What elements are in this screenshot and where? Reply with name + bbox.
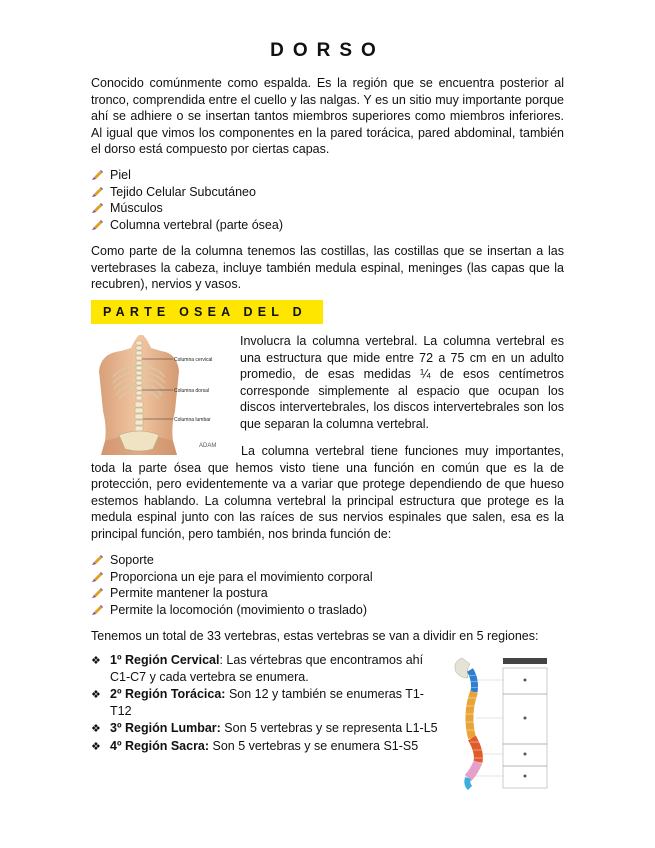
section-heading: PARTE OSEA DEL D <box>103 305 307 319</box>
layer-label: Columna vertebral (parte ósea) <box>110 217 283 232</box>
region-text: Las vértebras que encontramos ahí C1-C7 y cada vertebra se enumera. <box>110 653 424 684</box>
pencil-bullet-icon <box>92 220 103 230</box>
list-item <box>91 686 441 719</box>
diamond-bullet-icon: ❖ <box>91 723 101 735</box>
osea-paragraph-1: Involucra la columna vertebral. La columna vertebral es una estructura que mide entre 72 a 75 cm en un adulto promedio, de esas medidas ¼ de esos centímetros corresponde simplemente al espacio que ocupan los discos intervertebrales, los discos intervertebrales son los que separan la columna vertebral. <box>240 334 564 431</box>
region-text: Son 5 vertebras y se enumera S1-S5 <box>209 738 419 753</box>
region-text: Son 5 vertebras y se representa L1-L5 <box>220 721 438 735</box>
list-item <box>91 720 441 737</box>
list-item <box>91 652 441 685</box>
function-label: Soporte <box>110 553 154 567</box>
osea-paragraph-2: La columna vertebral tiene funciones muy importantes, toda la parte ósea que hemos visto tiene una función en común que es la de protección, pero evidentemente va a variar que protege dependiendo de que hueso estemos hablando. La columna vertebral la principal estructura que protege es la medula espinal junto con las raíces de sus nervios espinales que salen, esa es la principal función, pero también, nos brinda función de: <box>91 444 564 541</box>
lumbar-label: Columna lumbar <box>174 417 211 423</box>
region-name: 1º Región Cervical <box>110 653 220 667</box>
list-item <box>91 167 564 184</box>
list-item <box>91 552 564 569</box>
list-item <box>91 217 564 234</box>
sacral-segment <box>468 762 478 778</box>
pencil-bullet-icon <box>92 572 103 582</box>
regions-list <box>91 652 441 755</box>
layer-label: Tejido Celular Subcutáneo <box>110 184 256 199</box>
region-boxes <box>503 668 547 788</box>
region-name: 4º Región Sacra: <box>110 738 210 753</box>
region-name: 3º Región Lumbar: <box>110 721 221 735</box>
region-sep: : <box>219 653 223 667</box>
diamond-bullet-icon: ❖ <box>91 655 101 667</box>
functions-list <box>91 552 564 618</box>
list-item <box>91 585 564 602</box>
figure-caption: ADAM <box>199 443 217 449</box>
section-heading-band <box>91 300 323 324</box>
region-text: Son 12 y también se enumeras T1-T12 <box>110 687 424 718</box>
pencil-bullet-icon <box>92 187 103 197</box>
page-title: DORSO <box>270 40 385 61</box>
cervical-segment <box>470 670 475 692</box>
region-name: 2º Región Torácica: <box>110 687 226 701</box>
list-item <box>91 738 441 755</box>
region-markers <box>524 679 527 778</box>
cervical-label: Columna cervical <box>174 357 213 363</box>
layer-label: Piel <box>110 168 131 182</box>
list-item <box>91 602 564 619</box>
function-label: Proporciona un eje para el movimiento corporal <box>110 569 373 584</box>
diamond-bullet-icon: ❖ <box>91 689 101 701</box>
pencil-bullet-icon <box>92 555 103 565</box>
pencil-bullet-icon <box>92 588 103 598</box>
pencil-bullet-icon <box>92 605 103 615</box>
column-paragraph: Como parte de la columna tenemos las costillas, las costillas que se insertan a las vertebrases la cabeza, incluye también medula espinal, meninges (las capas que la recubren), nervios y vasos. <box>91 244 564 292</box>
list-item <box>91 184 564 201</box>
figure-header-bar <box>503 658 547 664</box>
function-label: Permite la locomoción (movimiento o traslado) <box>110 602 368 617</box>
spine-regions-figure <box>448 656 554 790</box>
pencil-bullet-icon <box>92 203 103 213</box>
layer-label: Músculos <box>110 201 163 215</box>
list-item <box>91 200 564 217</box>
thoracic-segment <box>469 692 474 738</box>
intro-paragraph: Conocido comúnmente como espalda. Es la región que se encuentra posterior al tronco, comprendida entre el cuello y las nalgas. Y es un sitio muy importante porque ahí se adhiere o se insertan tantos miembros superiores como miembros inferiores. Al igual que vimos los componentes en la pared torácica, pared abdominal, también el dorso está compuesto por ciertas capas. <box>91 76 564 157</box>
dorsal-label: Columna dorsal <box>174 388 210 394</box>
skull-base <box>455 658 470 678</box>
diamond-bullet-icon: ❖ <box>91 740 101 753</box>
coccyx-segment <box>467 778 470 788</box>
list-item <box>91 569 564 586</box>
back-spine-figure <box>91 331 237 455</box>
vertebrae-intro: Tenemos un total de 33 vertebras, estas vertebras se van a dividir en 5 regiones: <box>91 629 539 643</box>
function-label: Permite mantener la postura <box>110 586 268 600</box>
layers-list <box>91 167 564 233</box>
vertebrae <box>135 341 143 431</box>
pencil-bullet-icon <box>92 170 103 180</box>
